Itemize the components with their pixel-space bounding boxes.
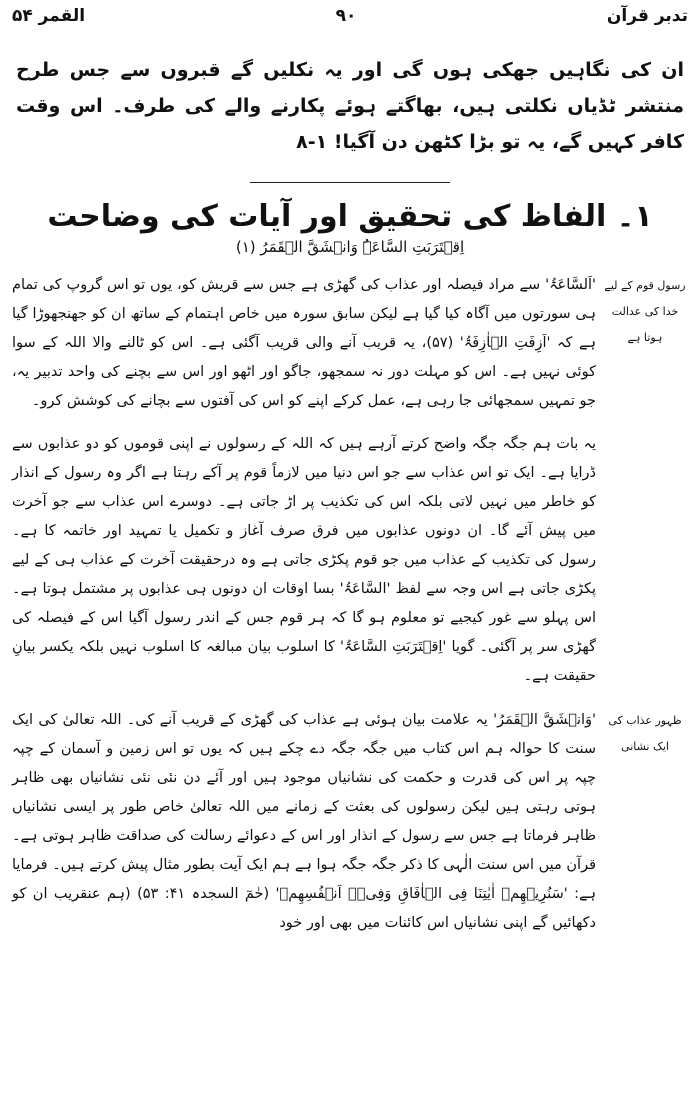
commentary-section-2 [12,430,688,691]
running-head [12,6,688,30]
commentary-section-1 [12,271,688,416]
paragraph-1: 'اَلسَّاعَۃُ' سے مراد فیصلہ اور عذاب کی گھڑی ہے جس سے قریش کو، یوں تو اس گروپ کی تمام ہی سورتوں میں آگاہ کیا گیا ہے لیکن سابق سورہ میں خاص اہتمام کے ساتھ ان کو جھنجھوڑا گیا ہے کہ 'اَزِفَتِ الۡاٰزِفَۃُ' (۵۷)، یہ قریب آنے والی قریب آگئی ہے۔ اس کو ٹالنے والا اللہ کے سوا کوئی نہیں ہے۔ اس کو مہلت دور نہ سمجھو، جاگو اور اٹھو اور اس سے بچنے کی واحد تدبیر یہ، جو تمہیں سمجھائی جا رہی ہے، عمل کرکے اپنے کو اس کی آفتوں سے بچانے کی کوشش کرو۔ [12,276,596,409]
margin-note-1: رسول قوم کے لیے خدا کی عدالت ہوتا ہے [604,278,686,344]
commentary-section-3 [12,706,688,938]
margin-note-3: ظہور عذاب کی ایک نشانی [608,713,682,753]
book-title: تدبر قرآن [606,6,688,26]
surah-label: القمر ۵۴ [12,6,86,26]
paragraph-3: 'وَانۡشَقَّ الۡقَمَرُ' یہ علامت بیان ہوئی ہے عذاب کی گھڑی کے قریب آنے کی۔ اللہ تعالیٰ کی ایک سنت کا حوالہ ہم اس کتاب میں جگہ جگہ دے چکے ہیں کہ یوں تو اس زمین و آسمان کے چپہ چپہ پر اس کی قدرت و حکمت کی نشانیاں موجود ہیں اور آئے دن نئی نئی نشانیاں بھی ظاہر ہوتی رہتی ہیں لیکن رسولوں کی بعثت کے زمانے میں اللہ تعالیٰ خاص طور پر ایسی نشانیاں ظاہر فرماتا ہے جس سے رسول کے انذار اور اس کے دعوائے رسالت کی صداقت ظاہر ہوتی ہے۔ قرآن میں اس سنت الٰہی کا ذکر جگہ جگہ ہوا ہے ہم ایک آیت بطور مثال پیش کرتے ہیں۔ فرمایا ہے: 'سَنُرِیۡهِمۡ اٰیٰتِنَا فِی الۡاٰفَاقِ وَفِیۡۤ اَنۡفُسِهِمۡ' (حٰمٓ السجدہ ۴۱: ۵۳) (ہم عنقریب ان کو دکھائیں گے اپنی نشانیاں اس کائنات میں بھی اور خود [12,711,596,931]
divider-rule [250,182,450,183]
paragraph-2: یہ بات ہم جگہ جگہ واضح کرتے آرہے ہیں کہ اللہ کے رسولوں نے اپنی قوموں کو دو عذابوں سے ڈرایا ہے۔ ایک تو اس عذاب سے جو اس دنیا میں لازماً قوم پر آکے رہتا ہے اگر وہ رسول کے انذار کو خاطر میں نہیں لاتی بلکہ اس کی تکذیب پر اڑ جاتی ہے۔ دوسرے اس عذاب سے جو آخرت میں پیش آئے گا۔ ان دونوں عذابوں میں فرق صرف آغاز و تکمیل یا تمہید اور خاتمہ کا ہے۔ رسول کی تکذیب کے عذاب میں جو قوم پکڑی جاتی ہے وہ درحقیقت آخرت کے عذاب ہی کے لیے پکڑی جاتی ہے اس وجہ سے لفظ 'السَّاعَۃُ' بسا اوقات ان دونوں ہی عذابوں پر مشتمل ہوتا ہے۔ اس پہلو سے غور کیجیے تو معلوم ہو گا کہ ہر قوم جس کے اندر رسول آگیا اس کے فیصلہ کی گھڑی سر پر آگئی۔ گویا 'اِقۡتَرَبَتِ السَّاعَۃُ' کا اسلوب بیان مبالغہ کا اسلوب نہیں بلکہ یکسر بیانِ حقیقت ہے۔ [12,436,596,684]
page-number: ۹۰ [335,6,357,26]
verse-reference: اِقۡتَرَبَتِ السَّاعَۃُ وَانۡشَقَّ الۡقَمَرُ (۱) [235,238,465,256]
section-heading: ۱۔ الفاظ کی تحقیق اور آیات کی وضاحت [47,199,653,234]
intro-translation: ان کی نگاہیں جھکی ہوں گی اور یہ نکلیں گے قبروں سے جس طرح منتشر ٹڈیاں نکلتی ہیں، بھاگتے ہوئے پکارنے والے کی طرف۔ اس وقت کافر کہیں گے، یہ تو بڑا کٹھن دن آگیا! ۱-۸ [16,59,684,153]
